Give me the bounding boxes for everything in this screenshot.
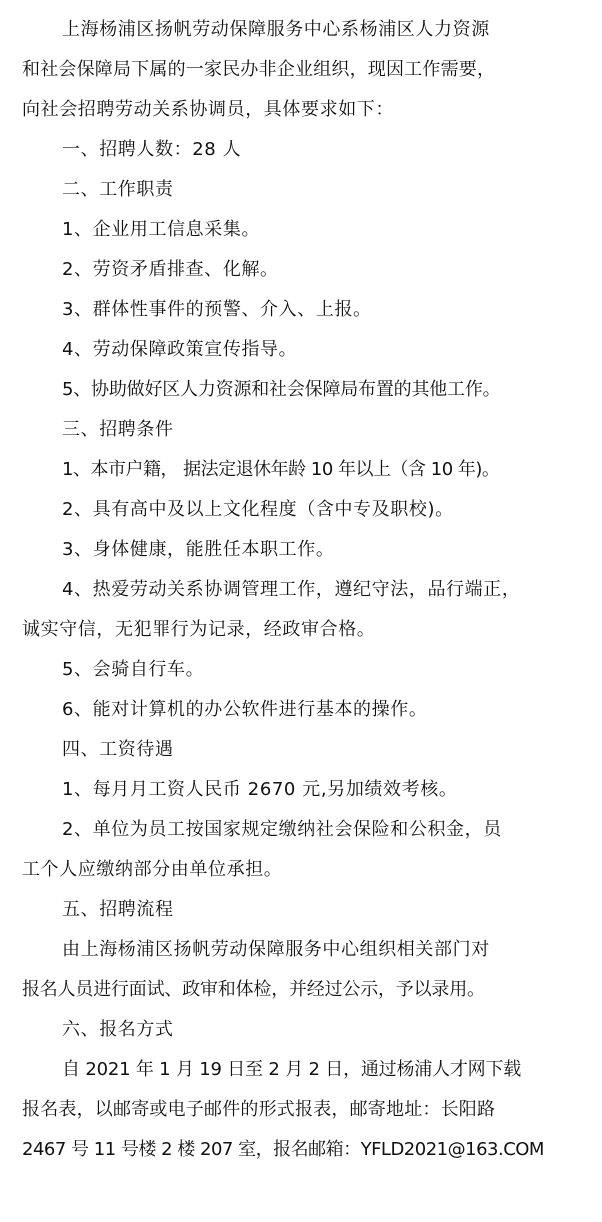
requirement-item-3: 3、身体健康，能胜任本职工作。: [62, 539, 335, 560]
requirement-item-4: 4、热爱劳动关系协调管理工作，遵纪守法，品行端正，: [62, 579, 521, 600]
process-line-1: 由上海杨浦区扬帆劳动保障服务中心组织相关部门对: [62, 939, 490, 960]
requirement-item-1: 1、本市户籍， 据法定退休年龄 10 年以上（含 10 年)。: [62, 459, 500, 480]
requirement-item-6: 6、能对计算机的办公软件进行基本的操作。: [62, 699, 428, 720]
section-application-title: 六、报名方式: [62, 1019, 174, 1040]
process-line-2: 报名人员进行面试、政审和体检，并经过公示，予以录用。: [22, 979, 485, 1000]
requirement-item-2: 2、具有高中及以上文化程度（含中专及职校)。: [62, 499, 454, 520]
job-duty-item-3: 3、群体性事件的预警、介入、上报。: [62, 299, 372, 320]
section-process-title: 五、招聘流程: [62, 899, 174, 920]
application-line-3: 2467 号 11 号楼 2 楼 207 室，报名邮箱：YFLD2021@163.COM: [22, 1139, 544, 1160]
job-duty-item-5: 5、协助做好区人力资源和社会保障局布置的其他工作。: [62, 379, 501, 400]
section-requirements-title: 三、招聘条件: [62, 419, 174, 440]
requirement-item-5: 5、会骑自行车。: [62, 659, 205, 680]
application-line-1: 自 2021 年 1 月 19 日至 2 月 2 日，通过杨浦人才网下载: [62, 1059, 522, 1080]
section-recruitment-count: 一、招聘人数：28 人: [62, 139, 242, 160]
job-duty-item-4: 4、劳动保障政策宣传指导。: [62, 339, 298, 360]
job-duty-item-2: 2、劳资矛盾排查、化解。: [62, 259, 279, 280]
application-line-2: 报名表，以邮寄或电子邮件的形式报表，邮寄地址：长阳路: [22, 1099, 496, 1120]
intro-line-2: 和社会保障局下属的一家民办非企业组织，现因工作需要，: [22, 59, 496, 80]
section-job-duties-title: 二、工作职责: [62, 179, 174, 200]
salary-item-1: 1、每月月工资人民币 2670 元,另加绩效考核。: [62, 779, 458, 800]
requirement-item-4-continued: 诚实守信，无犯罪行为记录，经政审合格。: [22, 619, 376, 640]
salary-item-2-continued: 工个人应缴纳部分由单位承担。: [22, 859, 283, 880]
intro-line-3: 向社会招聘劳动关系协调员，具体要求如下：: [22, 99, 394, 120]
intro-line-1: 上海杨浦区扬帆劳动保障服务中心系杨浦区人力资源: [62, 19, 490, 40]
salary-item-2: 2、单位为员工按国家规定缴纳社会保险和公积金，员: [62, 819, 502, 840]
section-salary-title: 四、工资待遇: [62, 739, 174, 760]
job-duty-item-1: 1、企业用工信息采集。: [62, 219, 261, 240]
